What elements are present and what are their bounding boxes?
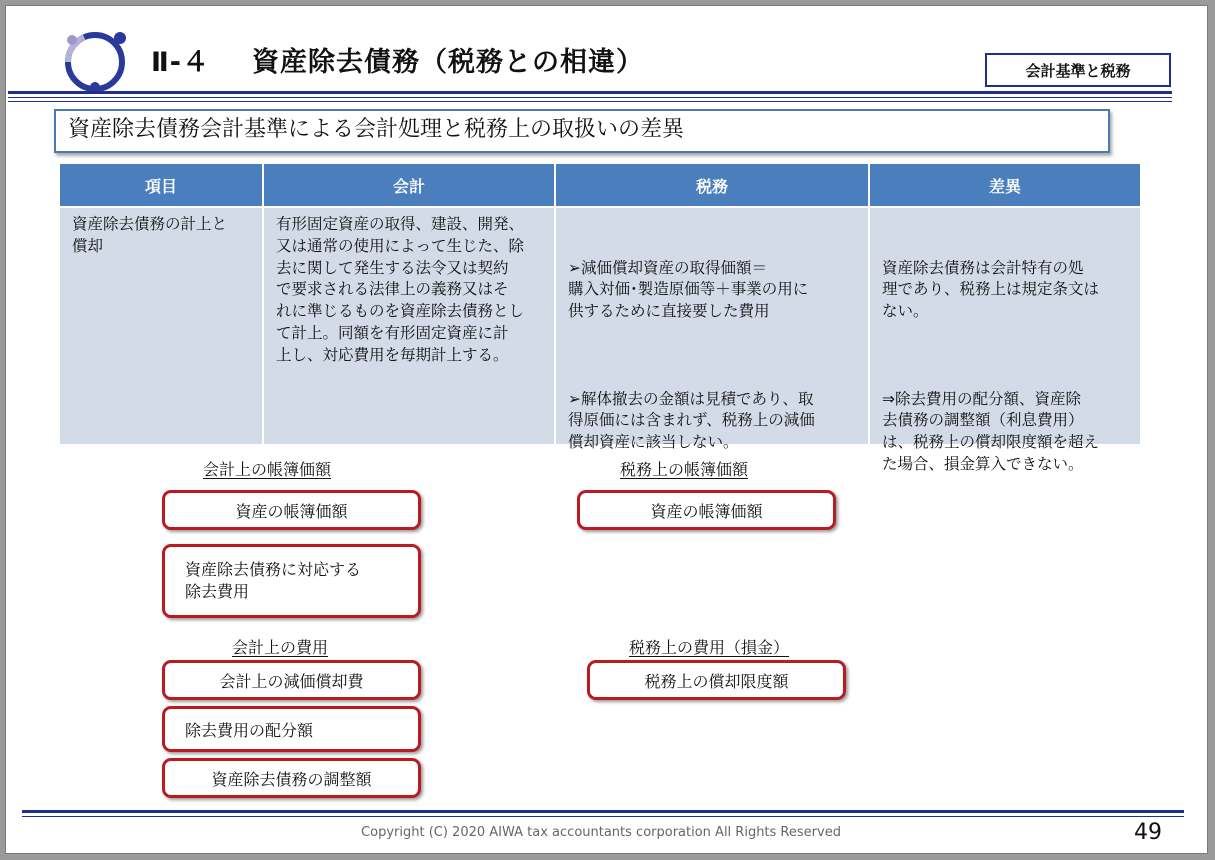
accounting-asset-book-value-box: 資産の帳簿価額 bbox=[162, 490, 421, 530]
header-rule-thin bbox=[8, 97, 1172, 98]
category-tag: 会計基準と税務 bbox=[985, 53, 1171, 87]
slide bbox=[5, 5, 1208, 854]
page-title: 資産除去債務（税務との相違） bbox=[252, 47, 644, 78]
aiwa-logo-icon bbox=[54, 24, 136, 96]
header-rule-thin bbox=[8, 101, 1172, 102]
page-number: 49 bbox=[1134, 820, 1162, 845]
tax-depreciation-limit-box: 税務上の償却限度額 bbox=[587, 660, 846, 700]
tax-paragraph-1: ➢減価償却資産の取得価額＝ 購入対価･製造原価等＋事業の用に 供するために直接要した費用 bbox=[568, 258, 809, 321]
tax-expense-label: 税務上の費用（損金） bbox=[629, 638, 790, 657]
tax-paragraph-2: ➢解体撤去の金額は見積であり、取 得原価には含まれず、税務上の減価 償却資産に該当しない。 bbox=[568, 389, 815, 452]
table-header-difference: 差異 bbox=[870, 164, 1140, 206]
slide-title bbox=[151, 40, 644, 79]
subheading: 資産除去債務会計基準による会計処理と税務上の取扱いの差異 bbox=[54, 109, 1110, 153]
table-cell-item: 資産除去債務の計上と 償却 bbox=[60, 208, 262, 444]
difference-paragraph-2: ⇒除去費用の配分額、資産除 去債務の調整額（利息費用） は、税務上の償却限度額を超え た場合、損金算入できない。 bbox=[882, 389, 1100, 473]
table-cell-tax bbox=[556, 208, 868, 452]
tax-book-value-label: 税務上の帳簿価額 bbox=[620, 460, 749, 479]
table-cell-difference bbox=[870, 208, 1140, 473]
footer-rule bbox=[22, 810, 1184, 813]
copyright: Copyright (C) 2020 AIWA tax accountants corporation All Rights Reserved bbox=[361, 825, 841, 840]
accounting-removal-cost-box: 資産除去債務に対応する 除去費用 bbox=[162, 544, 421, 618]
section-number: Ⅱ-４ bbox=[151, 47, 210, 78]
difference-paragraph-1: 資産除去債務は会計特有の処 理であり、税務上は規定条文は ない。 bbox=[882, 258, 1100, 321]
table-cell-accounting: 有形固定資産の取得、建設、開発、 又は通常の使用によって生じた、除 去に関して発生する法令又は契約 で要求される法律上の義務又はそ れに準じるものを資産除去債務とし て計上。同額を有形固定資産に計 上し、対応費用を毎期計上する。 bbox=[264, 208, 554, 444]
accounting-book-value-label: 会計上の帳簿価額 bbox=[203, 460, 332, 479]
table-header-item: 項目 bbox=[60, 164, 262, 206]
accounting-expense-label: 会計上の費用 bbox=[232, 638, 329, 657]
header-rule bbox=[8, 91, 1172, 94]
aro-adjustment-box: 資産除去債務の調整額 bbox=[162, 758, 421, 798]
accounting-depreciation-box: 会計上の減価償却費 bbox=[162, 660, 421, 700]
removal-cost-allocation-box: 除去費用の配分額 bbox=[162, 706, 421, 752]
table-header-accounting: 会計 bbox=[264, 164, 554, 206]
footer-rule-thin bbox=[22, 816, 1184, 817]
table-header-tax: 税務 bbox=[556, 164, 868, 206]
tax-asset-book-value-box: 資産の帳簿価額 bbox=[577, 490, 836, 530]
